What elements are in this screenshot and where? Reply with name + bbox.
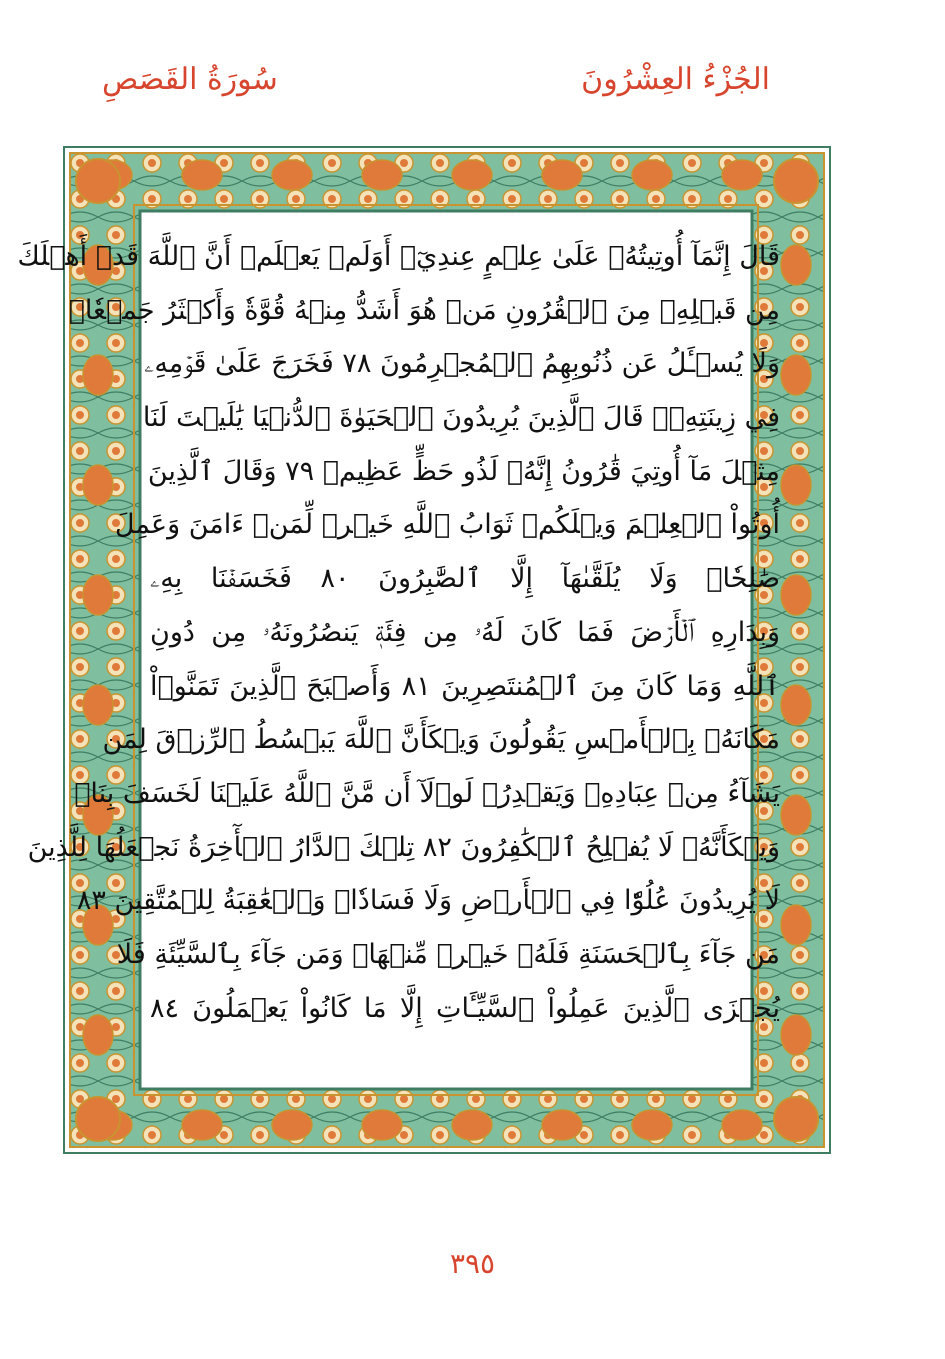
text-line: فِي زِينَتِهِۦۖ قَالَ ٱلَّذِينَ يُرِيدُونَ ٱلۡحَيَوٰةَ ٱلدُّنۡيَا يَٰلَيۡتَ لَنَا (142, 402, 780, 434)
page-number: ٣٩٥ (449, 1247, 496, 1280)
text-line: مَن جَآءَ بِٱلۡحَسَنَةِ فَلَهُۥ خَيۡرٞ مِّنۡهَاۖ وَمَن جَآءَ بِٱلسَّيِّئَةِ فَلَا (116, 938, 780, 970)
text-line: مَكَانَهُۥ بِٱلۡأَمۡسِ يَقُولُونَ وَيۡكَأَنَّ ٱللَّهَ يَبۡسُطُ ٱلرِّزۡقَ لِمَن (102, 724, 780, 756)
page-header (0, 62, 945, 112)
juz-title: الجُزْءُ العِشْرُونَ (581, 62, 770, 97)
text-line: مِن قَبۡلِهِۦ مِنَ ٱلۡقُرُونِ مَنۡ هُوَ أَشَدُّ مِنۡهُ قُوَّةٗ وَأَكۡثَرُ جَمۡعٗاۚ (68, 294, 780, 326)
text-line: قَالَ إِنَّمَآ أُوتِيتُهُۥ عَلَىٰ عِلۡمٍ عِندِيٓۚ أَوَلَمۡ يَعۡلَمۡ أَنَّ ٱللَّهَ قَدۡ أَهۡلَكَ (17, 241, 780, 272)
surah-title: سُورَةُ القَصَصِ (102, 62, 278, 97)
text-line: صَٰلِحٗاۚ وَلَا يُلَقَّىٰهَآ إِلَّا ٱلصَّٰبِرُونَ ٨٠ فَخَسَفۡنَا بِهِۦ (150, 563, 780, 595)
text-line: وَيۡكَأَنَّهُۥ لَا يُفۡلِحُ ٱلۡكَٰفِرُونَ ٨٢ تِلۡكَ ٱلدَّارُ ٱلۡأٓخِرَةُ نَجۡعَلُهَا لِلَّذِينَ (27, 831, 780, 863)
text-line: وَلَا يُسۡـَٔلُ عَن ذُنُوبِهِمُ ٱلۡمُجۡرِمُونَ ٧٨ فَخَرَجَ عَلَىٰ قَوۡمِهِۦ (144, 348, 780, 380)
quran-text (17, 230, 780, 1035)
text-line: يَشَآءُ مِنۡ عِبَادِهِۦ وَيَقۡدِرُۖ لَوۡلَآ أَن مَّنَّ ٱللَّهُ عَلَيۡنَا لَخَسَفَ بِنَاۖ (74, 777, 780, 809)
text-line: يُجۡزَى ٱلَّذِينَ عَمِلُواْ ٱلسَّيِّـَٔاتِ إِلَّا مَا كَانُواْ يَعۡمَلُونَ ٨٤ (150, 992, 780, 1024)
text-line: مِثۡلَ مَآ أُوتِيَ قَٰرُونُ إِنَّهُۥ لَذُو حَظٍّ عَظِيمٖ ٧٩ وَقَالَ ٱلَّذِينَ (147, 455, 780, 487)
text-line: أُوتُواْ ٱلۡعِلۡمَ وَيۡلَكُمۡ ثَوَابُ ٱللَّهِ خَيۡرٞ لِّمَنۡ ءَامَنَ وَعَمِلَ (114, 509, 780, 541)
text-line: لَا يُرِيدُونَ عُلُوّٗا فِي ٱلۡأَرۡضِ وَلَا فَسَادٗاۚ وَٱلۡعَٰقِبَةُ لِلۡمُتَّقِينَ ٨٣ (76, 885, 780, 917)
text-line: وَبِدَارِهِ ٱلۡأَرۡضَ فَمَا كَانَ لَهُۥ مِن فِئَةٖ يَنصُرُونَهُۥ مِن دُونِ (150, 616, 780, 648)
text-line: ٱللَّهِ وَمَا كَانَ مِنَ ٱلۡمُنتَصِرِينَ ٨١ وَأَصۡبَحَ ٱلَّذِينَ تَمَنَّوۡاْ (150, 670, 780, 702)
